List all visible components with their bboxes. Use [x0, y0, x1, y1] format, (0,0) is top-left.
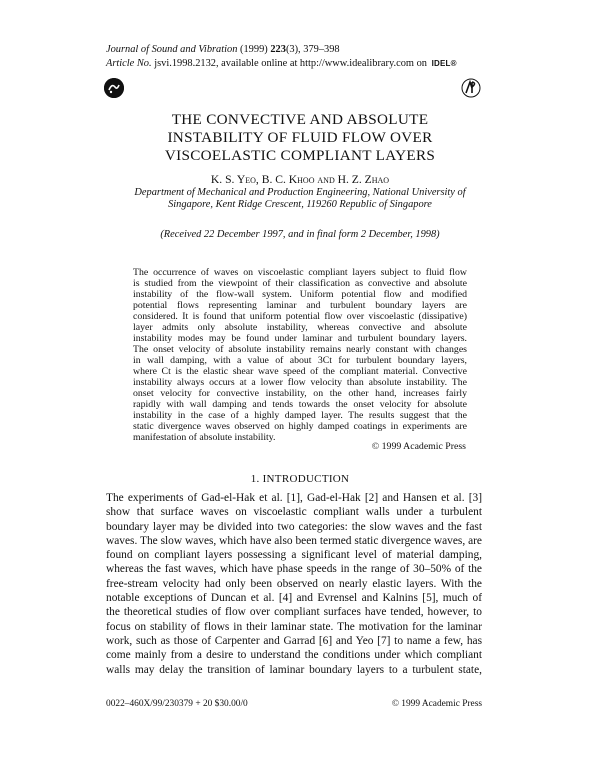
- abstract-line: manifestation of absolute instability.: [133, 432, 276, 443]
- journal-pages: (3), 379–398: [285, 44, 340, 55]
- abstract-line: rapidly with wall damping and tends towards the onset velocity for absolute: [133, 399, 467, 410]
- body-line: found on compliant layers possessing a significant level of material damping,: [106, 549, 482, 562]
- journal-volume: 223: [270, 44, 286, 55]
- title-line: INSTABILITY OF FLUID FLOW OVER: [167, 129, 433, 146]
- section-heading: 1. INTRODUCTION: [250, 473, 350, 485]
- ap-logo-icon: [461, 78, 481, 98]
- journal-year: (1999): [240, 44, 271, 55]
- body-line: come mainly from a desire to understand the conditions under which compliant: [106, 649, 482, 662]
- article-info: jsvi.1998.2132, available online at http://www.idealibrary.com on: [151, 58, 430, 69]
- received-date: (Received 22 December 1997, and in final form 2 December, 1998): [160, 229, 440, 240]
- body-line: The experiments of Gad-el-Hak et al. [1], Gad-el-Hak [2] and Hansen et al. [3]: [106, 492, 482, 504]
- affiliation-line: Singapore, Kent Ridge Crescent, 119260 Republic of Singapore: [168, 199, 432, 210]
- abstract-copyright: © 1999 Academic Press: [371, 441, 466, 452]
- body-line: walls may delay the transition of laminar boundary layers to a turbulent state,: [106, 663, 482, 676]
- ideal-logo: [432, 59, 457, 68]
- abstract-line: instability always occurs at a lower flow velocity than absolute instability. The: [133, 377, 467, 388]
- abstract-line: The onset velocity of absolute instability remains nearly constant with changes: [133, 344, 467, 355]
- abstract: [133, 267, 467, 443]
- abstract-line: considered. It is found that uniform potential flow over viscoelastic (dissipative): [133, 311, 467, 322]
- abstract-line: instability in the case of a highly damped layer. The results suggest that the: [133, 410, 467, 421]
- journal-citation: [106, 44, 340, 56]
- body-line: free-stream velocity had only been observed on nearly elastic layers. With the: [106, 577, 482, 590]
- body-line: focus on stability of flows in their laminar state. The motivation for the laminar: [106, 620, 482, 633]
- body-line: the theoretical studies of flow over compliant surfaces have tended, however, to: [106, 606, 482, 619]
- affiliation-line: Department of Mechanical and Production Engineering, National University of: [134, 187, 466, 198]
- abstract-line: in wall damping, with a value of about 3Ct for turbulent boundary layers,: [133, 355, 467, 366]
- body-line: whereas the fast waves, which have phase speeds in the range of 30–50% of the: [106, 563, 482, 576]
- title-line: VISCOELASTIC COMPLIANT LAYERS: [164, 147, 436, 164]
- body-line: boundary layer may be divided into two categories: the slow waves and the fast: [106, 520, 482, 533]
- ideal-logo-text: IDE: [431, 59, 446, 68]
- abstract-line: The occurrence of waves on viscoelastic compliant layers subject to fluid flow: [133, 267, 467, 278]
- body-line: show that surface waves on viscoelastic compliant walls under a turbulent: [106, 506, 482, 519]
- abstract-line: instability modes may be found under laminar and turbulent boundary layers.: [133, 333, 467, 344]
- author-list: K. S. Yeo, B. C. Khoo and H. Z. Zhao: [210, 173, 390, 186]
- title-line: THE CONVECTIVE AND ABSOLUTE: [171, 111, 429, 128]
- abstract-line: where Ct is the elastic shear wave speed of the compliant material. Convective: [133, 366, 467, 377]
- abstract-line: instability of the flow-wall system. Uniform potential flow and modified: [133, 289, 467, 300]
- ideal-logo-suffix: L®: [445, 59, 457, 68]
- article-label: Article No.: [106, 58, 152, 69]
- abstract-line: is studied from the viewpoint of their classification as convective and absolute: [133, 278, 467, 289]
- footer-copyright: © 1999 Academic Press: [391, 699, 482, 709]
- affiliation: [100, 187, 500, 211]
- body-line: work, such as those of Carpenter and Garrad [6] and Yeo [7] to name a few, has: [106, 634, 482, 647]
- abstract-line: onset velocity for convective instability, on the other hand, increases fairly: [133, 388, 467, 399]
- abstract-line: static divergence waves observed on highly damped coatings in experiments are: [133, 421, 467, 432]
- journal-name: Journal of Sound and Vibration: [106, 44, 238, 55]
- paper-title: [100, 111, 500, 165]
- introduction-text: [106, 491, 482, 677]
- abstract-line: layer admits only absolute instability, whereas convective and absolute: [133, 322, 467, 333]
- article-info-line: [106, 58, 457, 70]
- publisher-emblem-icon: [104, 78, 124, 98]
- body-line: waves. The slow waves, which have also been termed static divergence waves, are: [106, 534, 482, 547]
- body-line: notable exceptions of Duncan et al. [4] and Evrensel and Kalnins [5], much of: [106, 592, 482, 605]
- abstract-line: potential flows representing laminar and turbulent boundary layers are: [133, 300, 467, 311]
- footer-code: 0022–460X/99/230379 + 20 $30.00/0: [106, 699, 248, 709]
